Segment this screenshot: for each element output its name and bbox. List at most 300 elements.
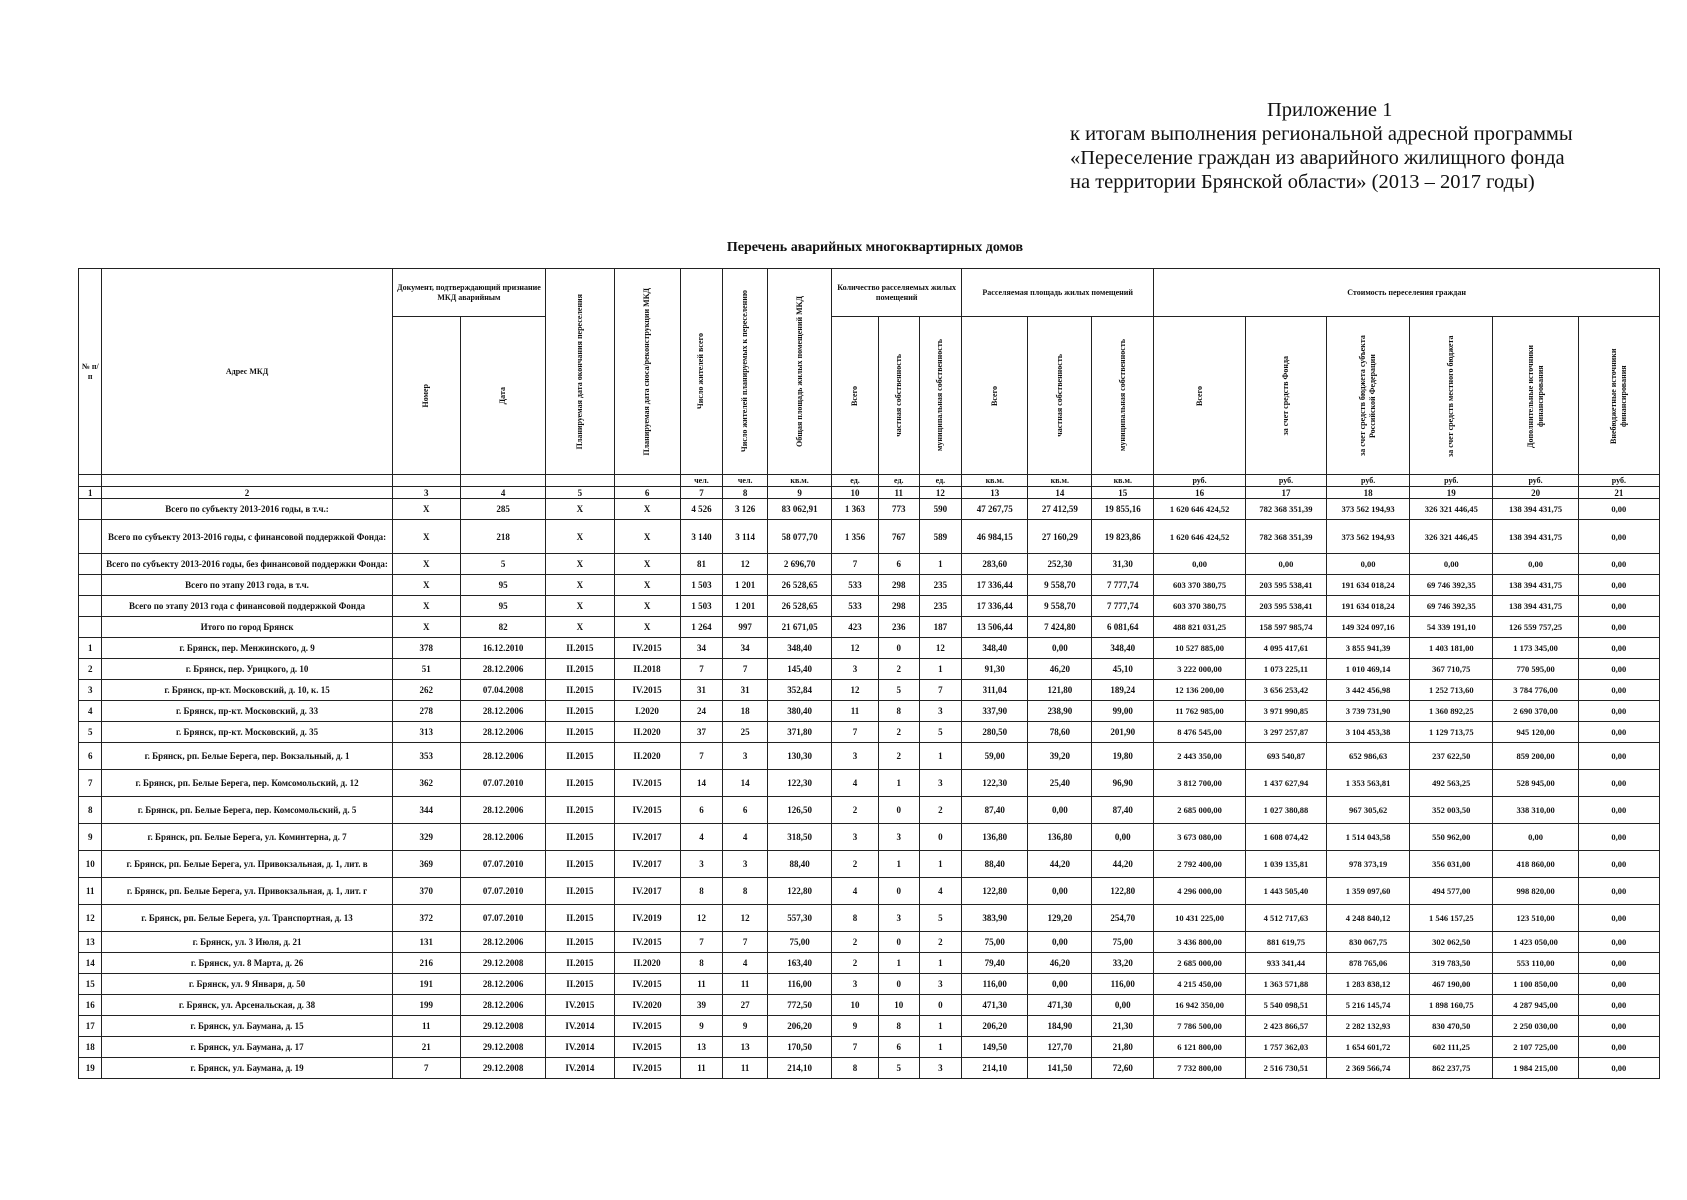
value-cell: 16 942 350,00 bbox=[1154, 995, 1246, 1016]
value-cell: 58 077,70 bbox=[768, 520, 832, 554]
value-cell: 1 bbox=[919, 743, 962, 770]
address-cell: г. Брянск, ул. Баумана, д. 15 bbox=[102, 1016, 392, 1037]
row-number-cell: 17 bbox=[79, 1016, 102, 1037]
value-cell: 0,00 bbox=[1578, 824, 1659, 851]
value-cell: 2 516 730,51 bbox=[1245, 1058, 1326, 1079]
value-cell: 3 222 000,00 bbox=[1154, 659, 1246, 680]
value-cell: 16.12.2010 bbox=[460, 638, 545, 659]
value-cell: 1 546 157,25 bbox=[1410, 905, 1493, 932]
column-number-cell-1: 1 bbox=[79, 487, 102, 499]
value-cell: 772,50 bbox=[768, 995, 832, 1016]
value-cell: 3 bbox=[919, 701, 962, 722]
value-cell: II.2020 bbox=[614, 722, 680, 743]
value-cell: X bbox=[546, 499, 614, 520]
value-cell: 467 190,00 bbox=[1410, 974, 1493, 995]
value-cell: 29.12.2008 bbox=[460, 953, 545, 974]
address-cell: г. Брянск, пер. Урицкого, д. 10 bbox=[102, 659, 392, 680]
value-cell: 1 201 bbox=[723, 596, 768, 617]
value-cell: 116,00 bbox=[768, 974, 832, 995]
value-cell: 45,10 bbox=[1092, 659, 1154, 680]
value-cell: 3 855 941,39 bbox=[1327, 638, 1410, 659]
value-cell: 3 784 776,00 bbox=[1493, 680, 1578, 701]
value-cell: 13 bbox=[723, 1037, 768, 1058]
table-row bbox=[79, 659, 1660, 680]
value-cell: 33,20 bbox=[1092, 953, 1154, 974]
unit-cell-16: руб. bbox=[1154, 475, 1246, 487]
value-cell: 4 bbox=[723, 953, 768, 974]
address-cell: г. Брянск, пер. Менжинского, д. 9 bbox=[102, 638, 392, 659]
value-cell: 122,30 bbox=[768, 770, 832, 797]
address-cell: Всего по субъекту 2013-2016 годы, в т.ч.: bbox=[102, 499, 392, 520]
value-cell: 6 121 800,00 bbox=[1154, 1037, 1246, 1058]
address-cell: г. Брянск, ул. 8 Марта, д. 26 bbox=[102, 953, 392, 974]
value-cell: 254,70 bbox=[1092, 905, 1154, 932]
value-cell: 862 237,75 bbox=[1410, 1058, 1493, 1079]
value-cell: 25 bbox=[723, 722, 768, 743]
value-cell: 0,00 bbox=[1410, 554, 1493, 575]
value-cell: II.2020 bbox=[614, 953, 680, 974]
table-body bbox=[79, 499, 1660, 1079]
value-cell: 0,00 bbox=[1578, 680, 1659, 701]
table-row bbox=[79, 1058, 1660, 1079]
unit-cell-2 bbox=[102, 475, 392, 487]
value-cell: 1 898 160,75 bbox=[1410, 995, 1493, 1016]
value-cell: 88,40 bbox=[962, 851, 1028, 878]
value-cell: X bbox=[392, 554, 460, 575]
value-cell: 1 620 646 424,52 bbox=[1154, 520, 1246, 554]
value-cell: 326 321 446,45 bbox=[1410, 499, 1493, 520]
value-cell: 19 823,86 bbox=[1092, 520, 1154, 554]
table-row bbox=[79, 638, 1660, 659]
value-cell: 7 786 500,00 bbox=[1154, 1016, 1246, 1037]
summary-row bbox=[79, 499, 1660, 520]
value-cell: 2 250 030,00 bbox=[1493, 1016, 1578, 1037]
column-number-cell-4: 4 bbox=[460, 487, 545, 499]
value-cell: 550 962,00 bbox=[1410, 824, 1493, 851]
value-cell: 5 bbox=[919, 905, 962, 932]
value-cell: 2 bbox=[832, 797, 879, 824]
row-number-cell: 4 bbox=[79, 701, 102, 722]
value-cell: 945 120,00 bbox=[1493, 722, 1578, 743]
value-cell: 5 bbox=[919, 722, 962, 743]
value-cell: 2 685 000,00 bbox=[1154, 797, 1246, 824]
value-cell: 3 bbox=[832, 974, 879, 995]
address-cell: г. Брянск, рп. Белые Берега, пер. Вокзальный, д. 1 bbox=[102, 743, 392, 770]
value-cell: 881 619,75 bbox=[1245, 932, 1326, 953]
value-cell: 2 282 132,93 bbox=[1327, 1016, 1410, 1037]
address-cell: г. Брянск, пр-кт. Московский, д. 33 bbox=[102, 701, 392, 722]
value-cell: 199 bbox=[392, 995, 460, 1016]
value-cell: 326 321 446,45 bbox=[1410, 520, 1493, 554]
column-number-cell-16: 16 bbox=[1154, 487, 1246, 499]
value-cell: II.2015 bbox=[546, 851, 614, 878]
value-cell: X bbox=[546, 617, 614, 638]
value-cell: 5 216 145,74 bbox=[1327, 995, 1410, 1016]
value-cell: 1 757 362,03 bbox=[1245, 1037, 1326, 1058]
value-cell: 87,40 bbox=[962, 797, 1028, 824]
value-cell: 380,40 bbox=[768, 701, 832, 722]
row-number-cell: 19 bbox=[79, 1058, 102, 1079]
value-cell: 494 577,00 bbox=[1410, 878, 1493, 905]
value-cell: X bbox=[614, 520, 680, 554]
value-cell: 252,30 bbox=[1028, 554, 1092, 575]
value-cell: 10 bbox=[879, 995, 920, 1016]
value-cell: 4 bbox=[919, 878, 962, 905]
value-cell: 1 654 601,72 bbox=[1327, 1037, 1410, 1058]
value-cell: 201,90 bbox=[1092, 722, 1154, 743]
row-number-cell: 8 bbox=[79, 797, 102, 824]
header-rooms-municipal: муниципальная собственность bbox=[919, 317, 962, 475]
column-number-cell-21: 21 bbox=[1578, 487, 1659, 499]
value-cell: IV.2015 bbox=[546, 995, 614, 1016]
value-cell: 7 bbox=[392, 1058, 460, 1079]
address-cell: Всего по этапу 2013 года с финансовой поддержкой Фонда bbox=[102, 596, 392, 617]
value-cell: 1 608 074,42 bbox=[1245, 824, 1326, 851]
value-cell: 34 bbox=[680, 638, 723, 659]
value-cell: 206,20 bbox=[962, 1016, 1028, 1037]
unit-cell-19: руб. bbox=[1410, 475, 1493, 487]
row-number-cell: 15 bbox=[79, 974, 102, 995]
table-row bbox=[79, 743, 1660, 770]
value-cell: 353 bbox=[392, 743, 460, 770]
header-residents-planned: Число жителей планируемых к переселению bbox=[723, 269, 768, 475]
value-cell: 170,50 bbox=[768, 1037, 832, 1058]
value-cell: 17 336,44 bbox=[962, 575, 1028, 596]
value-cell: II.2015 bbox=[546, 638, 614, 659]
value-cell: 2 bbox=[832, 851, 879, 878]
value-cell: 933 341,44 bbox=[1245, 953, 1326, 974]
row-number-cell bbox=[79, 520, 102, 554]
value-cell: 3 bbox=[680, 851, 723, 878]
value-cell: 1 360 892,25 bbox=[1410, 701, 1493, 722]
unit-cell-20: руб. bbox=[1493, 475, 1578, 487]
value-cell: 3 297 257,87 bbox=[1245, 722, 1326, 743]
value-cell: 830 067,75 bbox=[1327, 932, 1410, 953]
value-cell: 352 003,50 bbox=[1410, 797, 1493, 824]
value-cell: 1 100 850,00 bbox=[1493, 974, 1578, 995]
value-cell: 95 bbox=[460, 596, 545, 617]
value-cell: X bbox=[614, 554, 680, 575]
value-cell: 7 bbox=[723, 932, 768, 953]
value-cell: 0,00 bbox=[1578, 797, 1659, 824]
value-cell: 96,90 bbox=[1092, 770, 1154, 797]
value-cell: 83 062,91 bbox=[768, 499, 832, 520]
value-cell: 75,00 bbox=[962, 932, 1028, 953]
value-cell: 203 595 538,41 bbox=[1245, 596, 1326, 617]
appendix-heading bbox=[1070, 98, 1670, 194]
value-cell: 216 bbox=[392, 953, 460, 974]
value-cell: II.2015 bbox=[546, 680, 614, 701]
value-cell: 2 bbox=[879, 722, 920, 743]
value-cell: 773 bbox=[879, 499, 920, 520]
value-cell: 07.07.2010 bbox=[460, 905, 545, 932]
table-row bbox=[79, 1016, 1660, 1037]
value-cell: 5 bbox=[460, 554, 545, 575]
table-row bbox=[79, 1037, 1660, 1058]
column-number-cell-7: 7 bbox=[680, 487, 723, 499]
value-cell: 2 bbox=[832, 932, 879, 953]
unit-cell-8: чел. bbox=[723, 475, 768, 487]
value-cell: 0,00 bbox=[1092, 995, 1154, 1016]
value-cell: X bbox=[614, 575, 680, 596]
value-cell: 29.12.2008 bbox=[460, 1037, 545, 1058]
value-cell: 0,00 bbox=[1578, 499, 1659, 520]
unit-cell-14: кв.м. bbox=[1028, 475, 1092, 487]
value-cell: 2 bbox=[919, 932, 962, 953]
value-cell: 99,00 bbox=[1092, 701, 1154, 722]
value-cell: 29.12.2008 bbox=[460, 1058, 545, 1079]
value-cell: 2 423 866,57 bbox=[1245, 1016, 1326, 1037]
column-number-cell-19: 19 bbox=[1410, 487, 1493, 499]
value-cell: 218 bbox=[460, 520, 545, 554]
value-cell: 2 690 370,00 bbox=[1493, 701, 1578, 722]
value-cell: X bbox=[546, 575, 614, 596]
value-cell: 28.12.2006 bbox=[460, 743, 545, 770]
header-area-private: частная собственность bbox=[1028, 317, 1092, 475]
value-cell: 262 bbox=[392, 680, 460, 701]
value-cell: 189,24 bbox=[1092, 680, 1154, 701]
header-doc-group: Документ, подтверждающий признание МКД аварийным bbox=[392, 269, 546, 317]
value-cell: 1 027 380,88 bbox=[1245, 797, 1326, 824]
summary-row bbox=[79, 575, 1660, 596]
column-number-cell-3: 3 bbox=[392, 487, 460, 499]
value-cell: 3 971 990,85 bbox=[1245, 701, 1326, 722]
value-cell: 693 540,87 bbox=[1245, 743, 1326, 770]
summary-row bbox=[79, 554, 1660, 575]
value-cell: 652 986,63 bbox=[1327, 743, 1410, 770]
value-cell: 1 010 469,14 bbox=[1327, 659, 1410, 680]
value-cell: 418 860,00 bbox=[1493, 851, 1578, 878]
row-number-cell: 3 bbox=[79, 680, 102, 701]
header-cost-group: Стоимость переселения граждан bbox=[1154, 269, 1660, 317]
value-cell: II.2015 bbox=[546, 743, 614, 770]
column-number-cell-18: 18 bbox=[1327, 487, 1410, 499]
table-row bbox=[79, 905, 1660, 932]
value-cell: 187 bbox=[919, 617, 962, 638]
value-cell: 07.04.2008 bbox=[460, 680, 545, 701]
value-cell: 3 739 731,90 bbox=[1327, 701, 1410, 722]
value-cell: 54 339 191,10 bbox=[1410, 617, 1493, 638]
value-cell: 145,40 bbox=[768, 659, 832, 680]
value-cell: 1 129 713,75 bbox=[1410, 722, 1493, 743]
value-cell: 0,00 bbox=[1245, 554, 1326, 575]
value-cell: 8 bbox=[680, 878, 723, 905]
value-cell: 338 310,00 bbox=[1493, 797, 1578, 824]
value-cell: 11 bbox=[723, 974, 768, 995]
table-row bbox=[79, 680, 1660, 701]
value-cell: 116,00 bbox=[962, 974, 1028, 995]
value-cell: 11 762 985,00 bbox=[1154, 701, 1246, 722]
header-planned-resettlement: Планируемая дата окончания переселения bbox=[546, 269, 614, 475]
value-cell: 7 bbox=[680, 932, 723, 953]
value-cell: 7 bbox=[832, 1037, 879, 1058]
value-cell: 4 296 000,00 bbox=[1154, 878, 1246, 905]
value-cell: 7 777,74 bbox=[1092, 575, 1154, 596]
value-cell: 37 bbox=[680, 722, 723, 743]
value-cell: 3 bbox=[879, 824, 920, 851]
value-cell: 238,90 bbox=[1028, 701, 1092, 722]
header-area-total: Всего bbox=[962, 317, 1028, 475]
value-cell: 1 bbox=[919, 1016, 962, 1037]
address-cell: г. Брянск, пр-кт. Московский, д. 10, к. 15 bbox=[102, 680, 392, 701]
value-cell: 0 bbox=[879, 932, 920, 953]
value-cell: X bbox=[614, 617, 680, 638]
column-number-cell-12: 12 bbox=[919, 487, 962, 499]
table-row bbox=[79, 932, 1660, 953]
value-cell: X bbox=[614, 499, 680, 520]
value-cell: 4 bbox=[832, 878, 879, 905]
value-cell: IV.2015 bbox=[614, 932, 680, 953]
value-cell: 0,00 bbox=[1028, 797, 1092, 824]
appendix-line-3: «Переселение граждан из аварийного жилищного фонда bbox=[1070, 147, 1565, 169]
value-cell: 782 368 351,39 bbox=[1245, 499, 1326, 520]
value-cell: 46,20 bbox=[1028, 659, 1092, 680]
value-cell: 6 081,64 bbox=[1092, 617, 1154, 638]
value-cell: 69 746 392,35 bbox=[1410, 575, 1493, 596]
value-cell: 126,50 bbox=[768, 797, 832, 824]
unit-cell-3 bbox=[392, 475, 460, 487]
value-cell: 337,90 bbox=[962, 701, 1028, 722]
column-number-cell-8: 8 bbox=[723, 487, 768, 499]
value-cell: 214,10 bbox=[768, 1058, 832, 1079]
address-cell: г. Брянск, рп. Белые Берега, ул. Коминтерна, д. 7 bbox=[102, 824, 392, 851]
value-cell: 1 363 bbox=[832, 499, 879, 520]
value-cell: 39,20 bbox=[1028, 743, 1092, 770]
value-cell: 1 620 646 424,52 bbox=[1154, 499, 1246, 520]
row-number-cell bbox=[79, 575, 102, 596]
value-cell: IV.2015 bbox=[614, 974, 680, 995]
value-cell: 1 039 135,81 bbox=[1245, 851, 1326, 878]
value-cell: 9 bbox=[723, 1016, 768, 1037]
address-cell: Всего по субъекту 2013-2016 годы, с финансовой поддержкой Фонда: bbox=[102, 520, 392, 554]
value-cell: 3 bbox=[832, 659, 879, 680]
value-cell: IV.2015 bbox=[614, 1058, 680, 1079]
value-cell: 7 bbox=[919, 680, 962, 701]
value-cell: 0,00 bbox=[1578, 1058, 1659, 1079]
value-cell: 0,00 bbox=[1578, 974, 1659, 995]
value-cell: X bbox=[392, 499, 460, 520]
value-cell: 28.12.2006 bbox=[460, 797, 545, 824]
unit-cell-15: кв.м. bbox=[1092, 475, 1154, 487]
value-cell: 423 bbox=[832, 617, 879, 638]
appendix-line-4: на территории Брянской области» (2013 – 2017 годы) bbox=[1070, 171, 1535, 193]
address-cell: г. Брянск, ул. Арсенальская, д. 38 bbox=[102, 995, 392, 1016]
value-cell: 3 bbox=[919, 1058, 962, 1079]
value-cell: 12 bbox=[680, 905, 723, 932]
unit-cell-17: руб. bbox=[1245, 475, 1326, 487]
summary-row bbox=[79, 520, 1660, 554]
value-cell: 1 201 bbox=[723, 575, 768, 596]
column-number-cell-6: 6 bbox=[614, 487, 680, 499]
header-cost-additional: Дополнительные источники финансирования bbox=[1493, 317, 1578, 475]
value-cell: 214,10 bbox=[962, 1058, 1028, 1079]
value-cell: 44,20 bbox=[1092, 851, 1154, 878]
value-cell: 0,00 bbox=[1028, 974, 1092, 995]
value-cell: 206,20 bbox=[768, 1016, 832, 1037]
header-cost-regional: за счет средств бюджета субъекта Российской Федерации bbox=[1327, 317, 1410, 475]
address-cell: г. Брянск, рп. Белые Берега, ул. Привокзальная, д. 1, лит. г bbox=[102, 878, 392, 905]
table-row bbox=[79, 722, 1660, 743]
value-cell: 14 bbox=[680, 770, 723, 797]
unit-cell-5 bbox=[546, 475, 614, 487]
table-row bbox=[79, 824, 1660, 851]
value-cell: 0,00 bbox=[1578, 851, 1659, 878]
value-cell: II.2015 bbox=[546, 659, 614, 680]
value-cell: 0,00 bbox=[1028, 932, 1092, 953]
column-number-cell-13: 13 bbox=[962, 487, 1028, 499]
value-cell: 59,00 bbox=[962, 743, 1028, 770]
value-cell: 362 bbox=[392, 770, 460, 797]
value-cell: 0,00 bbox=[1578, 878, 1659, 905]
value-cell: 4 215 450,00 bbox=[1154, 974, 1246, 995]
value-cell: 75,00 bbox=[1092, 932, 1154, 953]
value-cell: 138 394 431,75 bbox=[1493, 596, 1578, 617]
value-cell: 8 bbox=[832, 1058, 879, 1079]
header-area-group: Расселяемая площадь жилых помещений bbox=[962, 269, 1154, 317]
value-cell: 78,60 bbox=[1028, 722, 1092, 743]
row-number-cell: 12 bbox=[79, 905, 102, 932]
value-cell: 3 bbox=[723, 851, 768, 878]
column-number-cell-14: 14 bbox=[1028, 487, 1092, 499]
header-rooms-group: Количество расселяемых жилых помещений bbox=[832, 269, 962, 317]
value-cell: X bbox=[614, 596, 680, 617]
value-cell: X bbox=[392, 617, 460, 638]
value-cell: 29.12.2008 bbox=[460, 1016, 545, 1037]
value-cell: 138 394 431,75 bbox=[1493, 499, 1578, 520]
value-cell: 2 bbox=[919, 797, 962, 824]
value-cell: 1 264 bbox=[680, 617, 723, 638]
value-cell: 0,00 bbox=[1578, 617, 1659, 638]
value-cell: 5 bbox=[879, 680, 920, 701]
value-cell: 1 363 571,88 bbox=[1245, 974, 1326, 995]
column-number-cell-5: 5 bbox=[546, 487, 614, 499]
value-cell: 0,00 bbox=[1578, 953, 1659, 974]
value-cell: X bbox=[392, 575, 460, 596]
value-cell: 0,00 bbox=[1578, 554, 1659, 575]
value-cell: 3 bbox=[919, 974, 962, 995]
value-cell: 149,50 bbox=[962, 1037, 1028, 1058]
value-cell: X bbox=[546, 596, 614, 617]
value-cell: 3 104 453,38 bbox=[1327, 722, 1410, 743]
value-cell: 127,70 bbox=[1028, 1037, 1092, 1058]
value-cell: 122,30 bbox=[962, 770, 1028, 797]
value-cell: 372 bbox=[392, 905, 460, 932]
value-cell: 6 bbox=[723, 797, 768, 824]
value-cell: 488 821 031,25 bbox=[1154, 617, 1246, 638]
table-row bbox=[79, 797, 1660, 824]
value-cell: 0 bbox=[919, 995, 962, 1016]
value-cell: 0,00 bbox=[1092, 824, 1154, 851]
column-number-cell-20: 20 bbox=[1493, 487, 1578, 499]
value-cell: 2 bbox=[832, 953, 879, 974]
value-cell: 2 685 000,00 bbox=[1154, 953, 1246, 974]
value-cell: 12 bbox=[723, 905, 768, 932]
value-cell: 782 368 351,39 bbox=[1245, 520, 1326, 554]
value-cell: IV.2017 bbox=[614, 851, 680, 878]
value-cell: 46,20 bbox=[1028, 953, 1092, 974]
value-cell: 0 bbox=[879, 638, 920, 659]
value-cell: 7 777,74 bbox=[1092, 596, 1154, 617]
value-cell: 8 476 545,00 bbox=[1154, 722, 1246, 743]
value-cell: 0 bbox=[879, 878, 920, 905]
value-cell: 0 bbox=[879, 974, 920, 995]
value-cell: 07.07.2010 bbox=[460, 878, 545, 905]
value-cell: 138 394 431,75 bbox=[1493, 575, 1578, 596]
value-cell: 329 bbox=[392, 824, 460, 851]
value-cell: X bbox=[392, 520, 460, 554]
value-cell: 14 bbox=[723, 770, 768, 797]
value-cell: 1 503 bbox=[680, 575, 723, 596]
